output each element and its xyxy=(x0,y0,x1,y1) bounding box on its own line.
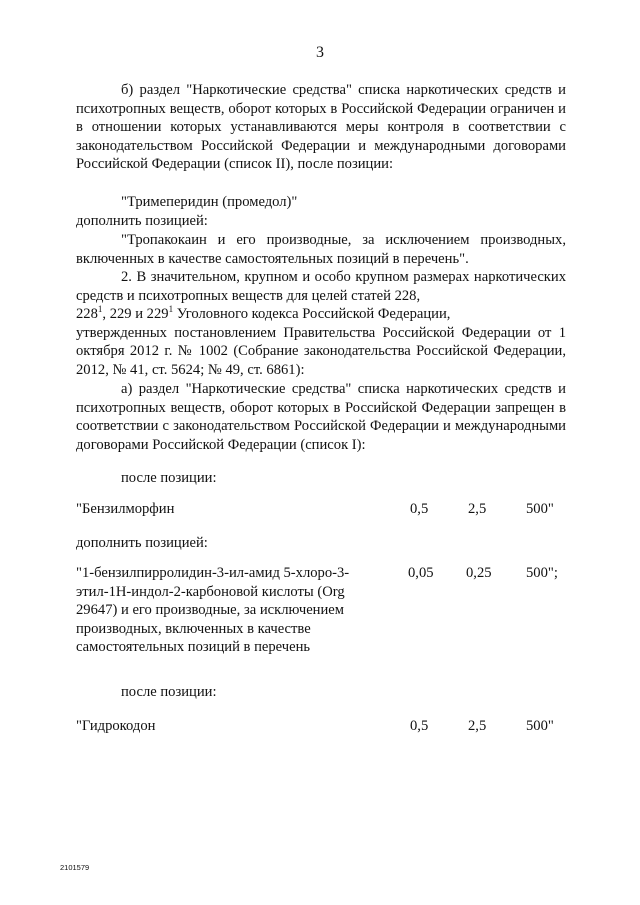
significant-amount: 0,5 xyxy=(410,501,429,517)
paragraph-a xyxy=(76,380,566,454)
paragraph-a-text: а) раздел "Наркотические средства" списка наркотических средств и психотропных веществ, оборот которых в Российской Федерации запрещен в соответствии с законодательством Российской Федерации и международными договорами Российской Федерации (список I): xyxy=(76,381,566,453)
position-tropacocaine: "Тропакокаин и его производные, за исключением производных, включенных в качестве самостоятельных позиций в перечень". xyxy=(76,232,566,267)
position-trimeperidine: "Тримеперидин (промедол)" xyxy=(121,194,298,210)
paragraph-2-rest: утвержденных постановлением Правительства Российской Федерации от 1 октября 2012 г. № 1002 (Собрание законодательства Российской Федерации, 2012, № 41, ст. 5624; № 49, ст. 6861): xyxy=(76,324,566,378)
large-amount: 0,25 xyxy=(466,565,492,581)
large-amount: 2,5 xyxy=(468,718,487,734)
significant-amount: 0,5 xyxy=(410,718,429,734)
especially-large-amount: 500" xyxy=(526,501,554,517)
after-position-label-1: после позиции: xyxy=(121,470,217,486)
after-position-label-2: после позиции: xyxy=(121,684,217,700)
especially-large-amount: 500"; xyxy=(526,565,558,581)
document-code: 2101579 xyxy=(60,863,90,872)
add-position-label-1: дополнить позицией: xyxy=(76,213,208,229)
substance-name: "1-бензилпирролидин-3-ил-амид 5-хлоро-3-этил-1Н-индол-2-карбоновой кислоты (Org 29647) и его производные, за исключением производных, включенных в качестве самостоятельных позиций в перечень xyxy=(76,565,350,656)
significant-amount: 0,05 xyxy=(408,565,434,581)
paragraph-2-articles: $228^1$, 229 и $229^1$ Уголовного кодекса Российской Федерации, xyxy=(76,304,451,323)
especially-large-amount: 500" xyxy=(526,718,554,734)
add-position-label-2: дополнить позицией: xyxy=(76,535,208,551)
paragraph-2-intro: 2. В значительном, крупном и особо крупном размерах наркотических средств и психотропных веществ для целей статей 228, xyxy=(76,269,566,304)
large-amount: 2,5 xyxy=(468,501,487,517)
paragraph-b xyxy=(76,81,566,174)
paragraph-2 xyxy=(76,268,566,380)
substance-name: "Гидрокодон xyxy=(76,718,156,734)
paragraph-b-text: б) раздел "Наркотические средства" списка наркотических средств и психотропных веществ, оборот которых в Российской Федерации ограничен и в отношении которых устанавливаются меры контроля в соответствии с законодательством Российской Федерации и международными договорами Российской Федерации (список II), после позиции: xyxy=(76,82,566,173)
page-number: 3 xyxy=(316,44,324,61)
substance-name: "Бензилморфин xyxy=(76,501,175,517)
